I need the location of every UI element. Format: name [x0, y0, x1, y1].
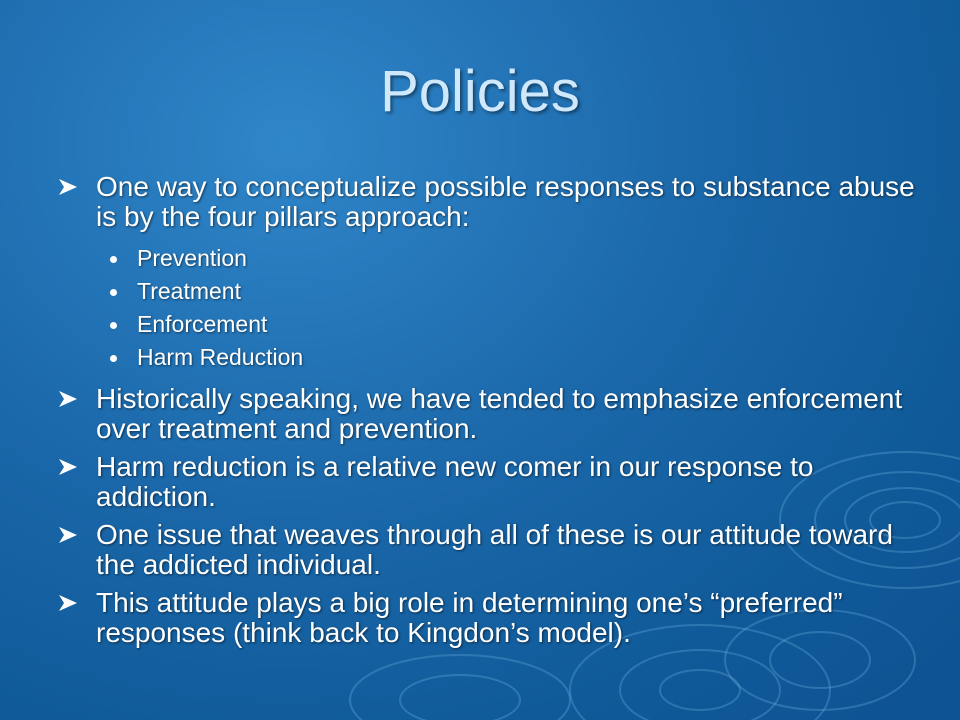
- bullet-text: Historically speaking, we have tended to emphasize enforcement over treatment and prevention.: [96, 383, 903, 444]
- sub-bullet-item: [58, 341, 918, 374]
- bullet-text: One way to conceptualize possible responses to substance abuse is by the four pillars approach:: [96, 171, 915, 232]
- dot-bullet-icon: [110, 289, 117, 296]
- sub-bullet-text: Enforcement: [137, 311, 268, 337]
- bullet-item: [58, 452, 918, 512]
- bullet-list: [58, 172, 918, 656]
- bullet-item: [58, 384, 918, 444]
- bullet-text: This attitude plays a big role in determining one’s “preferred” responses (think back to Kingdon’s model).: [96, 587, 843, 648]
- sub-bullet-item: [58, 308, 918, 341]
- bullet-text: One issue that weaves through all of these is our attitude toward the addicted individual.: [96, 519, 893, 580]
- bullet-item: [58, 588, 918, 648]
- dot-bullet-icon: [110, 322, 117, 329]
- arrowhead-bullet-icon: [58, 390, 78, 408]
- sub-bullet-list: [58, 242, 918, 374]
- arrowhead-bullet-icon: [58, 178, 78, 196]
- sub-bullet-text: Treatment: [137, 278, 241, 304]
- dot-bullet-icon: [110, 355, 117, 362]
- arrowhead-bullet-icon: [58, 526, 78, 544]
- dot-bullet-icon: [110, 256, 117, 263]
- slide-title: Policies: [380, 59, 580, 124]
- sub-bullet-text: Prevention: [137, 245, 247, 271]
- sub-bullet-item: [58, 275, 918, 308]
- sub-bullet-text: Harm Reduction: [137, 344, 304, 370]
- arrowhead-bullet-icon: [58, 594, 78, 612]
- bullet-item: [58, 520, 918, 580]
- bullet-text: Harm reduction is a relative new comer in our response to addiction.: [96, 451, 814, 512]
- arrowhead-bullet-icon: [58, 458, 78, 476]
- bullet-item: [58, 172, 918, 232]
- sub-bullet-item: [58, 242, 918, 275]
